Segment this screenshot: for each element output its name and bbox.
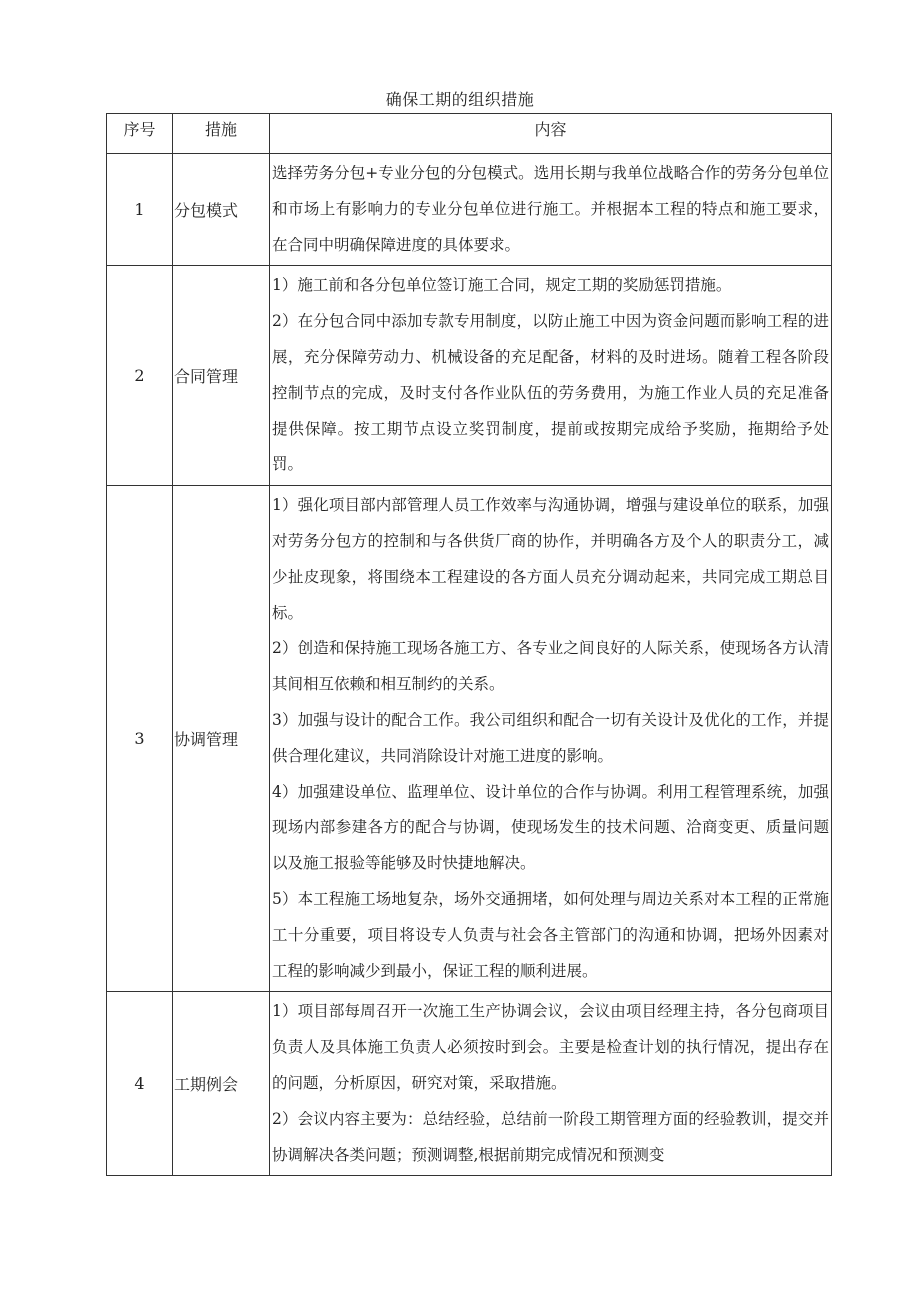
content-paragraph: 5）本工程施工场地复杂，场外交通拥堵，如何处理与周边关系对本工程的正常施工十分重要，项目将设专人负责与社会各主管部门的沟通和协调，把场外因素对工程的影响减少到最小，保证工程的顺利进展。 xyxy=(272,889,829,980)
row-measure: 合同管理 xyxy=(173,266,270,486)
row-measure: 工期例会 xyxy=(173,992,270,1176)
content-paragraph: 4）加强建设单位、监理单位、设计单位的合作与协调。利用工程管理系统，加强现场内部参建各方的配合与协调，使现场发生的技术问题、洽商变更、质量问题以及施工报验等能够及时快捷地解决。 xyxy=(272,782,829,873)
content-paragraph: 1）项目部每周召开一次施工生产协调会议，会议由项目经理主持，各分包商项目负责人及具体施工负责人必须按时到会。主要是检查计划的执行情况，提出存在的问题，分析原因，研究对策，采取措施。 xyxy=(272,1002,829,1092)
header-no: 序号 xyxy=(107,114,173,154)
table-row xyxy=(107,266,832,486)
content-paragraph: 3）加强与设计的配合工作。我公司组织和配合一切有关设计及优化的工作，并提供合理化建议，共同消除设计对施工进度的影响。 xyxy=(272,710,829,765)
content-paragraph: 2）在分包合同中添加专款专用制度，以防止施工中因为资金问题而影响工程的进展，充分保障劳动力、机械设备的充足配备，材料的及时进场。随着工程各阶段控制节点的完成，及时支付各作业队伍的劳务费用，为施工作业人员的充足准备提供保障。按工期节点设立奖罚制度，提前或按期完成给予奖励，拖期给予处罚。 xyxy=(272,312,829,474)
measures-table xyxy=(106,113,832,1176)
header-measure: 措施 xyxy=(173,114,270,154)
header-content: 内容 xyxy=(270,114,832,154)
content-paragraph: 2）会议内容主要为：总结经验，总结前一阶段工期管理方面的经验教训，提交并协调解决各类问题；预测调整,根据前期完成情况和预测变 xyxy=(272,1109,829,1164)
row-number: 2 xyxy=(107,266,173,486)
table-row xyxy=(107,992,832,1176)
row-content xyxy=(270,486,832,992)
content-paragraph: 2）创造和保持施工现场各施工方、各专业之间良好的人际关系，使现场各方认清其间相互依赖和相互制约的关系。 xyxy=(272,639,829,694)
row-content xyxy=(270,266,832,486)
table-row xyxy=(107,154,832,266)
table-header-row xyxy=(107,114,832,154)
row-number: 3 xyxy=(107,486,173,992)
content-paragraph: 1）施工前和各分包单位签订施工合同，规定工期的奖励惩罚措施。 xyxy=(272,276,732,295)
content-paragraph: 1）强化项目部内部管理人员工作效率与沟通协调，增强与建设单位的联系，加强对劳务分包方的控制和与各供货厂商的协作，并明确各方及个人的职责分工，减少扯皮现象，将围绕本工程建设的各方面人员充分调动起来，共同完成工期总目标。 xyxy=(272,496,829,622)
content-paragraph: 选择劳务分包+专业分包的分包模式。选用长期与我单位战略合作的劳务分包单位和市场上有影响力的专业分包单位进行施工。并根据本工程的特点和施工要求，在合同中明确保障进度的具体要求。 xyxy=(272,164,829,254)
row-measure: 协调管理 xyxy=(173,486,270,992)
table-row xyxy=(107,486,832,992)
row-content xyxy=(270,154,832,266)
document-title: 确保工期的组织措施 xyxy=(385,90,535,109)
row-number: 4 xyxy=(107,992,173,1176)
row-number: 1 xyxy=(107,154,173,266)
row-measure: 分包模式 xyxy=(173,154,270,266)
row-content xyxy=(270,992,832,1176)
